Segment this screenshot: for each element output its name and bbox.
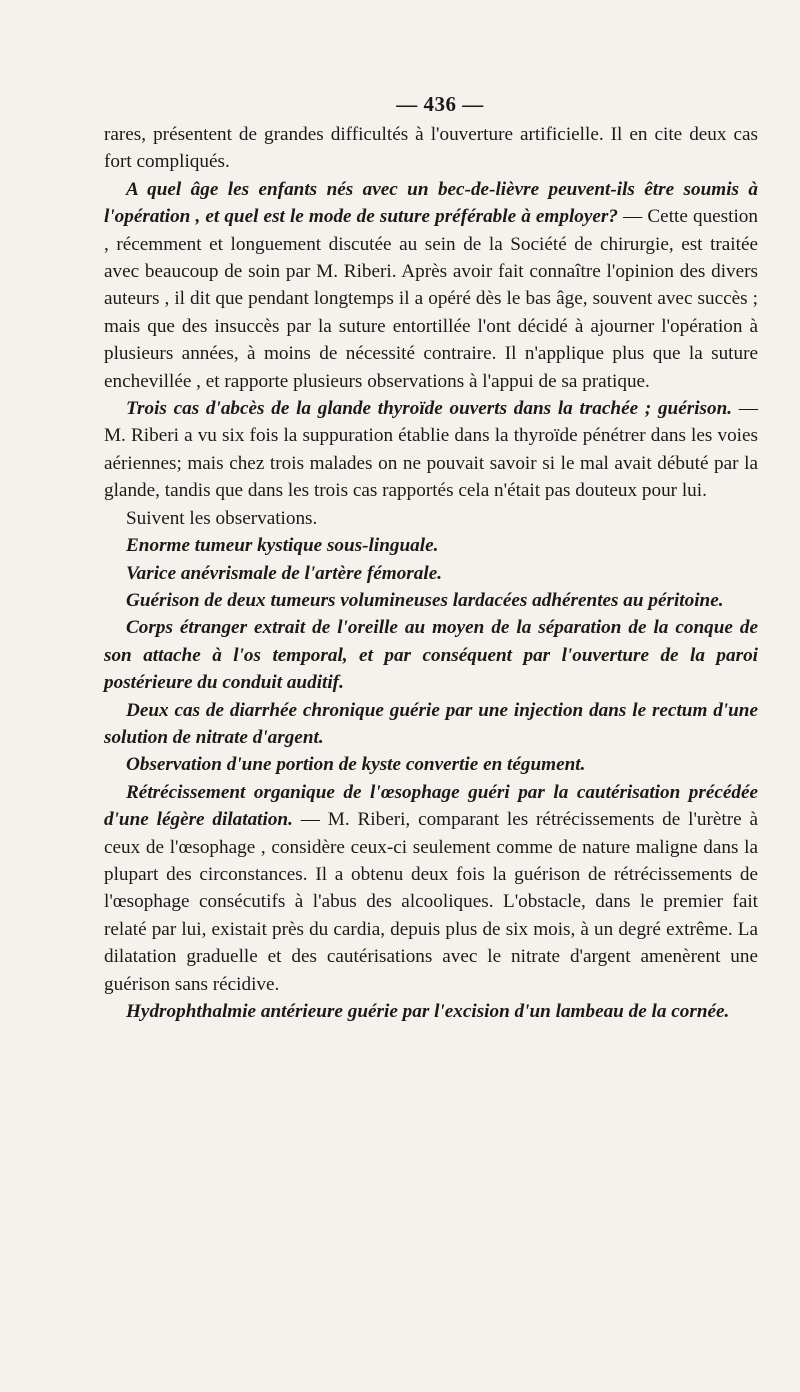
paragraph-body: — Cette question , récemment et longuement discutée au sein de la Société de chirurgie, est traitée avec beaucoup de soin par M. Riberi. Après avoir fait connaître l'opinion des divers auteurs , il dit que pendant longtemps il a opéré dès le bas âge, souvent avec succès ; mais que des insuccès par la suture entortillée l'ont décidé à ajourner l'opération à plusieurs années, à moins de nécessité contraire. Il n'applique plus que la suture enchevillée , et rapporte plusieurs observations à l'appui de sa pratique. xyxy=(104,206,758,392)
paragraph-lead: Hydrophthalmie antérieure guérie par l'excision d'un lambeau de la cornée. xyxy=(126,1001,730,1022)
paragraph xyxy=(104,395,758,505)
paragraph xyxy=(104,779,758,998)
paragraph-lead: Varice anévrismale de l'artère fémorale. xyxy=(126,562,443,584)
paragraph xyxy=(104,614,758,696)
paragraph-lead: Observation d'une portion de kyste convertie en tégument. xyxy=(126,754,586,776)
paragraph-lead: Guérison de deux tumeurs volumineuses lardacées adhérentes au péritoine. xyxy=(126,589,724,611)
paragraph xyxy=(104,532,758,559)
paragraph-body: — M. Riberi a vu six fois la suppuration établie dans la thyroïde pénétrer dans les voies aériennes; mais chez trois malades on ne pouvait savoir si le mal avait débuté par la glande, tandis que dans les trois cas rapportés cela n'était pas douteux pour lui. xyxy=(104,398,758,502)
paragraph-lead: Enorme tumeur kystique sous-linguale. xyxy=(126,535,439,557)
paragraph-lead: Corps étranger extrait de l'oreille au moyen de la séparation de la conque de son attache à l'os temporal, et par conséquent par l'ouverture de la paroi postérieure du conduit auditif. xyxy=(104,617,758,694)
paragraph-lead: Trois cas d'abcès de la glande thyroïde ouverts dans la trachée ; guérison. xyxy=(126,398,733,420)
paragraph-body: — M. Riberi, comparant les rétrécissements de l'urètre à ceux de l'œsophage , considère ceux-ci seulement comme de nature maligne dans la plupart des circonstances. Il a obtenu deux fois la guérison de rétrécissements de l'œsophage consécutifs à l'abus des alcooliques. L'obstacle, dans le premier fait relaté par lui, existait près du cardia, depuis plus de six mois, à un degré extrême. La dilatation graduelle et des cautérisations avec le nitrate d'argent amenèrent une guérison sans récidive. xyxy=(104,809,758,995)
page-number: — 436 — xyxy=(396,92,484,116)
paragraph-lead: Rétrécissement organique de l'œsophage guéri par la cautérisation précédée d'une légère dilatation. xyxy=(104,781,758,831)
paragraph xyxy=(104,697,758,752)
paragraph-body: Suivent les observations. xyxy=(126,507,318,529)
paragraph-lead: Deux cas de diarrhée chronique guérie par une injection dans le rectum d'une solution de nitrate d'argent. xyxy=(104,699,758,748)
paragraph xyxy=(104,505,758,532)
paragraph xyxy=(104,560,758,587)
paragraph xyxy=(104,998,758,1025)
paragraph-lead: A quel âge les enfants nés avec un bec-de-lièvre peuvent-ils être soumis à l'opération , et quel est le mode de suture préférable à employer? xyxy=(104,178,758,228)
paragraph xyxy=(104,176,758,395)
paragraph xyxy=(104,751,758,778)
paragraph-body: rares, présentent de grandes difficultés à l'ouverture artificielle. Il en cite deux cas fort compliqués. xyxy=(104,124,758,173)
paragraph xyxy=(104,121,758,176)
paragraph xyxy=(104,587,758,614)
